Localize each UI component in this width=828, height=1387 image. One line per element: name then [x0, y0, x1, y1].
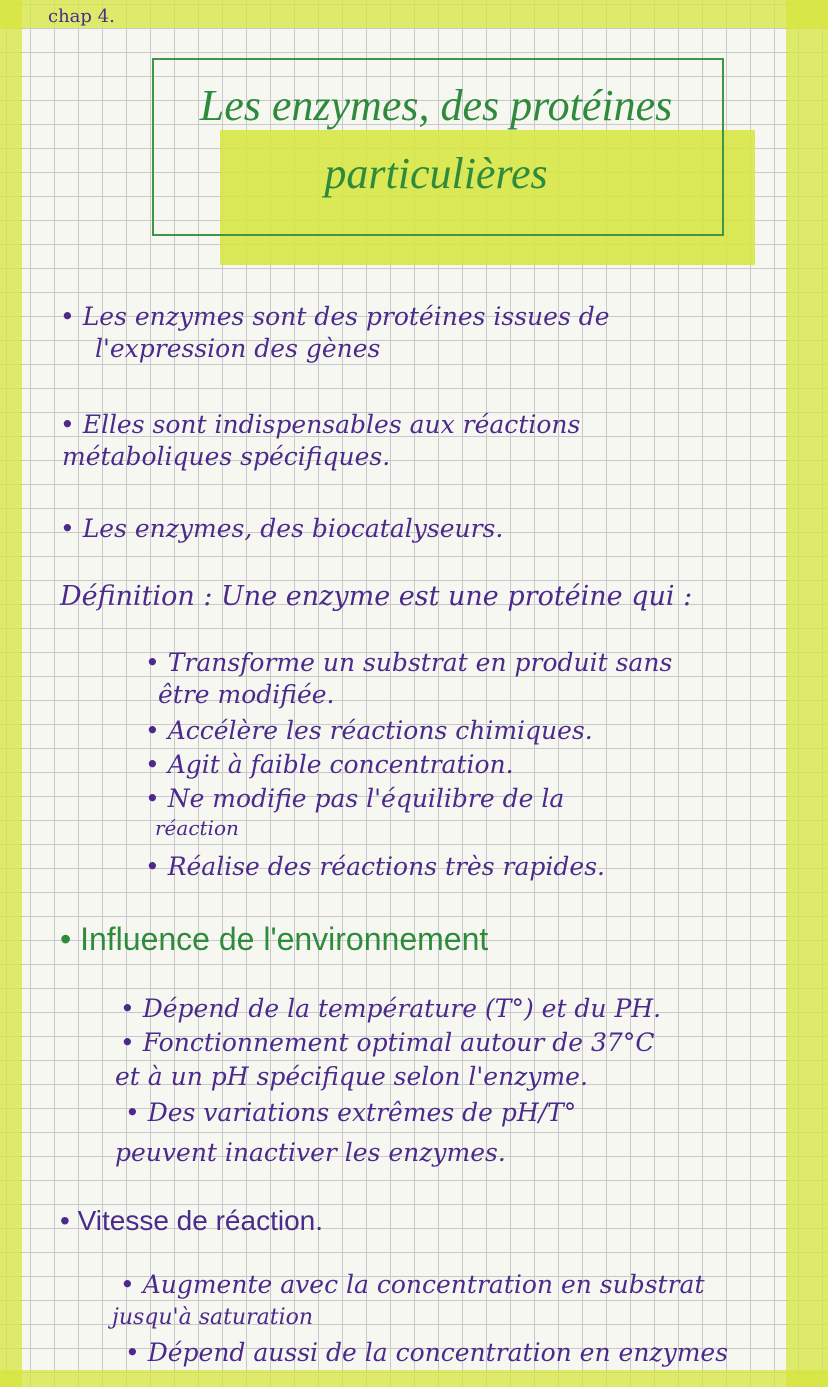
speed-line: • Dépend aussi de la concentration en enzymes	[125, 1338, 729, 1367]
environment-line: • Des variations extrêmes de pH/T°	[125, 1098, 577, 1127]
definition-item: réaction	[155, 816, 239, 840]
chapter-label: chap 4.	[48, 6, 115, 27]
environment-line: peuvent inactiver les enzymes.	[115, 1138, 506, 1167]
environment-line: • Fonctionnement optimal autour de 37°C	[120, 1028, 655, 1057]
highlight-left	[0, 0, 22, 1387]
definition-item: • Réalise des réactions très rapides.	[145, 852, 605, 881]
bullet-2-line-1: • Elles sont indispensables aux réactions	[60, 410, 581, 439]
definition-item: • Ne modifie pas l'équilibre de la	[145, 784, 565, 813]
title-line-2: particulières	[324, 149, 548, 198]
bullet-2-line-2: métaboliques spécifiques.	[62, 442, 391, 471]
definition-heading: Définition : Une enzyme est une protéine qui :	[60, 581, 693, 612]
speed-line: jusqu'à saturation	[112, 1305, 314, 1330]
definition-item: • Transforme un substrat en produit sans	[145, 648, 673, 677]
title-line-1: Les enzymes, des protéines	[199, 81, 673, 130]
bullet-1-line-2: l'expression des gènes	[95, 334, 381, 363]
highlight-right	[786, 0, 828, 1387]
environment-line: • Dépend de la température (T°) et du PH.	[120, 994, 662, 1023]
highlight-bottom	[0, 1370, 828, 1387]
environment-heading: • Influence de l'environnement	[60, 921, 489, 957]
bullet-1-line-1: • Les enzymes sont des protéines issues de	[60, 302, 610, 331]
speed-line: • Augmente avec la concentration en substrat	[120, 1270, 705, 1299]
definition-item: • Agit à faible concentration.	[145, 750, 514, 779]
environment-line: et à un pH spécifique selon l'enzyme.	[115, 1062, 588, 1091]
definition-item: • Accélère les réactions chimiques.	[145, 716, 593, 745]
speed-heading: • Vitesse de réaction.	[60, 1205, 323, 1236]
definition-item: être modifiée.	[158, 680, 335, 709]
bullet-3: • Les enzymes, des biocatalyseurs.	[60, 514, 504, 543]
highlight-top	[0, 0, 828, 28]
